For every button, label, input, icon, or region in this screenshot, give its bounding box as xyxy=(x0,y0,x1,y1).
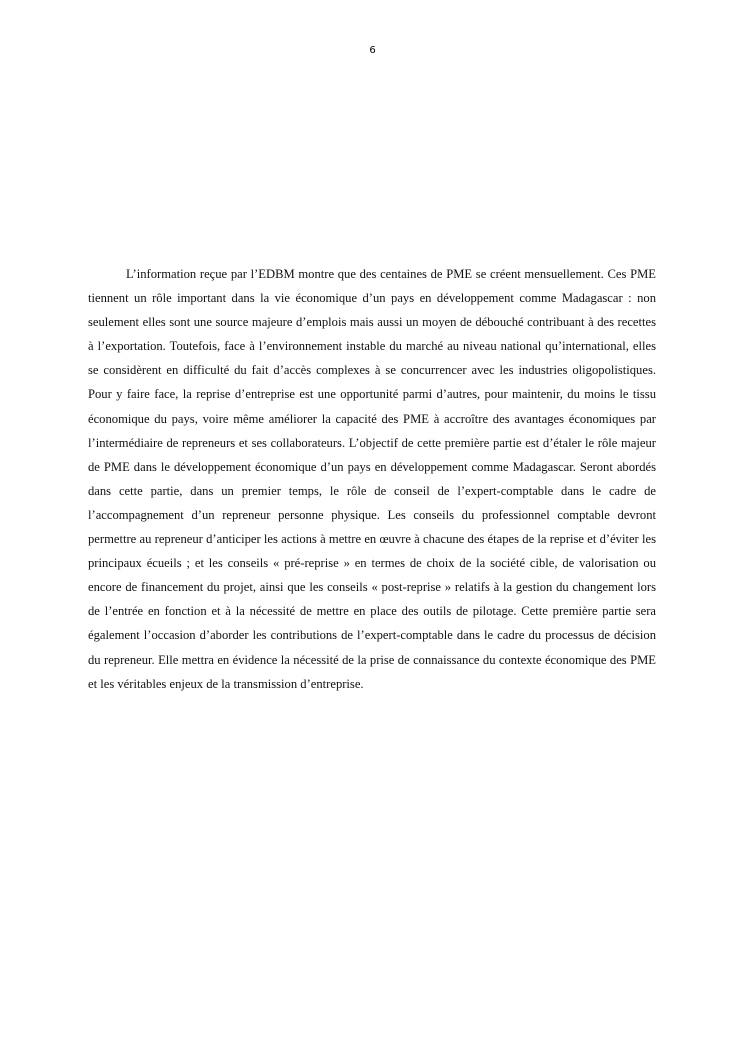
body-paragraph: L’information reçue par l’EDBM montre que des centaines de PME se créent mensuellement. Ces PME tiennent un rôle important dans la vie économique d’un pays en développement comme Madagascar : non seulement elles sont une source majeure d’emplois mais aussi un moyen de débouché contribuant à des recettes à l’exportation. Toutefois, face à l’environnement instable du marché au niveau national qu’international, elles se considèrent en difficulté du fait d’accès complexes à se concurrencer avec les industries oligopolistiques. Pour y faire face, la reprise d’entreprise est une opportunité parmi d’autres, pour maintenir, du moins le tissu économique du pays, voire même améliorer la capacité des PME à accroître des avantages économiques par l’intermédiaire de repreneurs et ses collaborateurs. L’objectif de cette première partie est d’étaler le rôle majeur de PME dans le développement économique d’un pays en développement comme Madagascar. Seront abordés dans cette partie, dans un premier temps, le rôle de conseil de l’expert-comptable dans le cadre de l’accompagnement d’un repreneur personne physique. Les conseils du professionnel comptable devront permettre au repreneur d’anticiper les actions à mettre en œuvre à chacune des étapes de la reprise et d’éviter les principaux écueils ; et les conseils « pré-reprise » en termes de choix de la société cible, de valorisation ou encore de financement du projet, ainsi que les conseils « post-reprise » relatifs à la gestion du changement lors de l’entrée en fonction et à la nécessité de mettre en place des outils de pilotage. Cette première partie sera également l’occasion d’aborder les contributions de l’expert-comptable dans le cadre du processus de décision du repreneur. Elle mettra en évidence la nécessité de la prise de connaissance du contexte économique des PME et les véritables enjeux de la transmission d’entreprise. xyxy=(88,267,656,691)
page-number: 6 xyxy=(369,45,376,56)
